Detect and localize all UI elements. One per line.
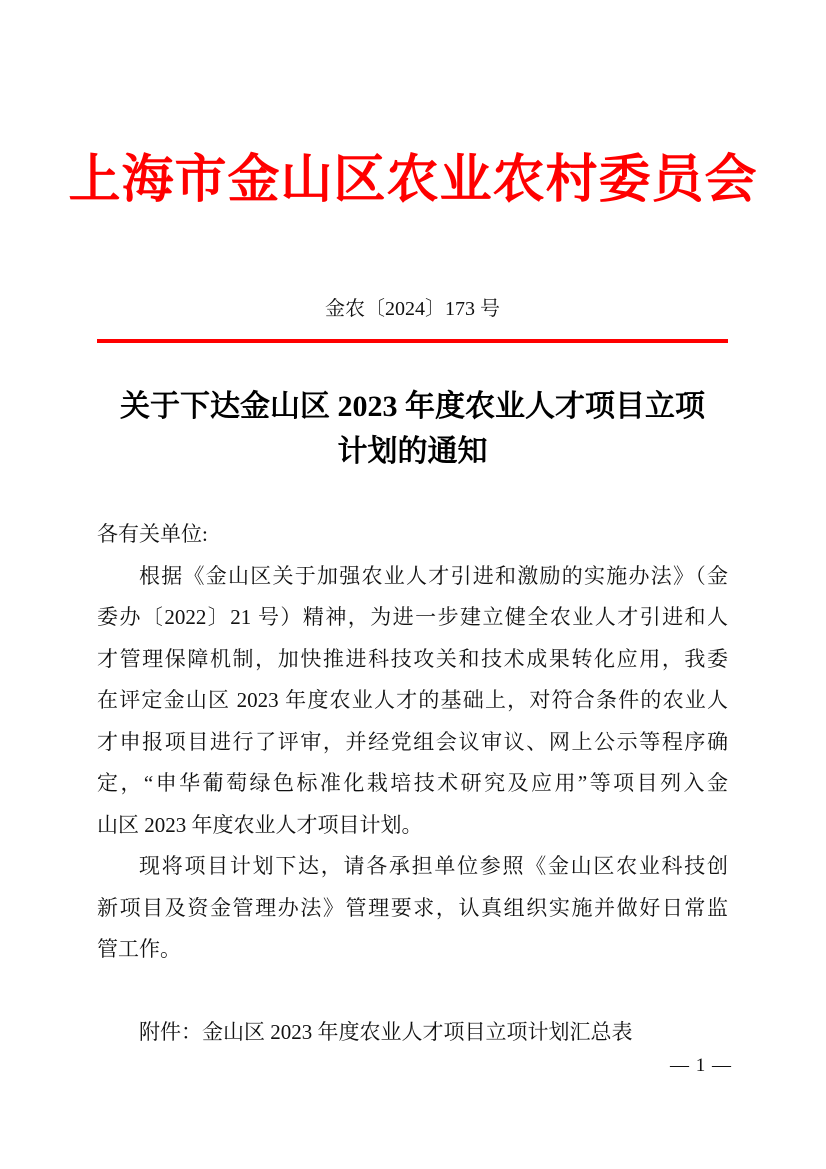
body-line-9: 新项目及资金管理办法》管理要求，认真组织实施并做好日常监 [97, 895, 728, 920]
body-line-7: 山区 2023 年度农业人才项目计划。 [97, 812, 423, 837]
salutation-line: 各有关单位: [97, 522, 208, 546]
document-title-line-1: 关于下达金山区 2023 年度农业人才项目立项 [120, 390, 705, 423]
document-body [97, 514, 728, 1054]
document-title-line-2: 计划的通知 [337, 435, 488, 468]
body-line-3: 才管理保障机制，加快推进科技攻关和技术成果转化应用，我委 [97, 646, 728, 671]
body-blank-line [97, 971, 728, 1013]
issuer-header: 上海市金山区农业农村委员会 [68, 152, 758, 209]
page-number: — 1 — [670, 1055, 732, 1076]
body-line-6: 定，“申华葡萄绿色标准化栽培技术研究及应用”等项目列入金 [97, 771, 728, 795]
red-divider-line [97, 339, 728, 343]
body-line-1: 根据《金山区关于加强农业人才引进和激励的实施办法》（金 [139, 563, 728, 588]
body-line-8: 现将项目计划下达，请各承担单位参照《金山区农业科技创 [139, 854, 728, 878]
body-line-5: 才申报项目进行了评审，并经党组会议审议、网上公示等程序确 [97, 729, 728, 754]
document-title [97, 384, 728, 474]
document-number: 金农〔2024〕173 号 [325, 298, 500, 320]
body-line-4: 在评定金山区 2023 年度农业人才的基础上，对符合条件的农业人 [97, 688, 728, 712]
attachment-line: 附件：金山区 2023 年度农业人才项目立项计划汇总表 [139, 1020, 633, 1044]
body-line-10: 管工作。 [97, 937, 181, 961]
body-line-2: 委办〔2022〕21 号）精神，为进一步建立健全农业人才引进和人 [97, 605, 728, 629]
